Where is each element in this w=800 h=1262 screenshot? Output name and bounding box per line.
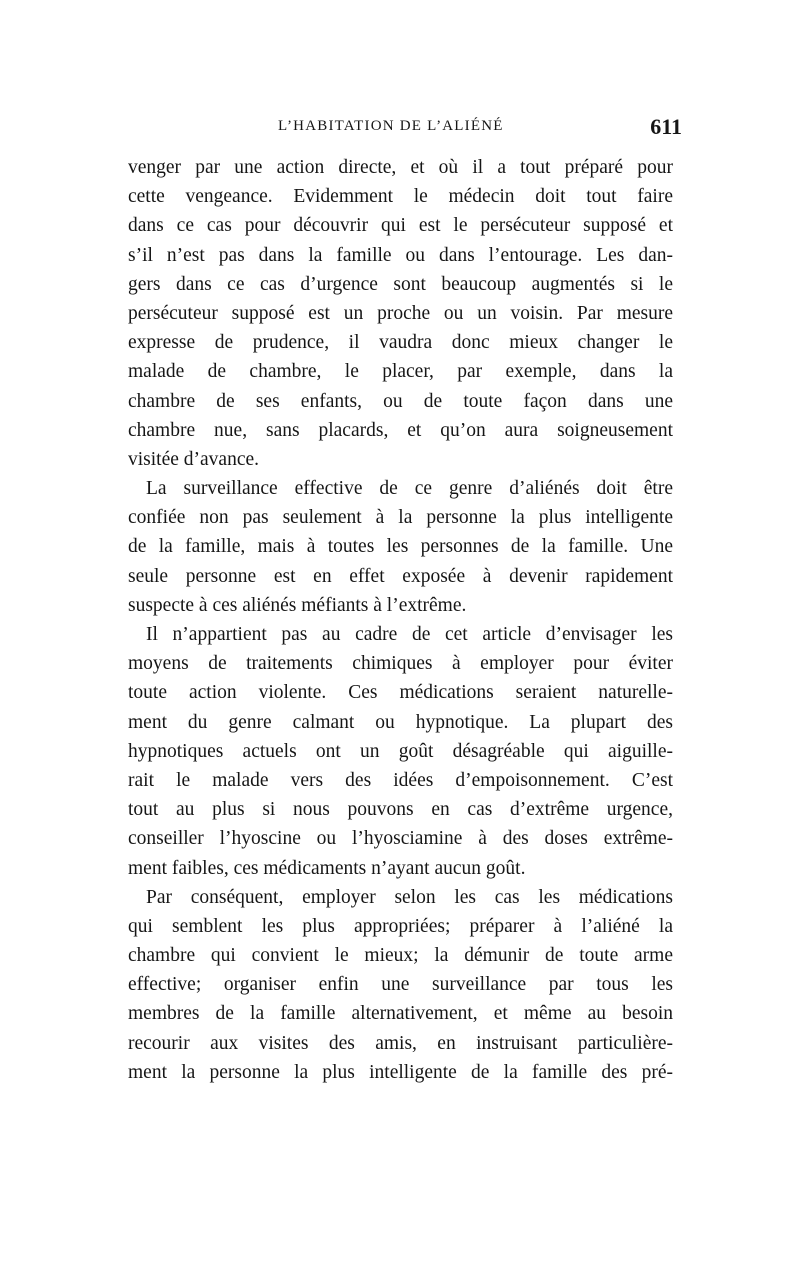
text-line: effective; organiser enfin une surveillance par tous les [128,974,673,996]
running-title: L’HABITATION DE L’ALIÉNÉ [278,118,504,134]
text-line: confiée non pas seulement à la personne la plus intelligente [128,507,673,529]
running-head [128,114,682,142]
text-line: rait le malade vers des idées d’empoisonnement. C’est [128,769,673,791]
text-line: tout au plus si nous pouvons en cas d’extrême urgence, [128,799,673,821]
text-line: Par conséquent, employer selon les cas les médications [146,886,673,908]
text-line: gers dans ce cas d’urgence sont beaucoup augmentés si le [128,273,673,295]
text-line: toute action violente. Ces médications seraient naturelle- [128,682,673,704]
text-line: recourir aux visites des amis, en instruisant particulière- [128,1032,673,1054]
text-line: chambre qui convient le mieux; la démunir de toute arme [128,945,673,967]
text-line: conseiller l’hyoscine ou l’hyosciamine à des doses extrême- [128,828,673,850]
text-line: s’il n’est pas dans la famille ou dans l’entourage. Les dan- [128,244,673,266]
text-line: Il n’appartient pas au cadre de cet article d’envisager les [146,624,673,645]
text-line: visitée d’avance. [128,448,260,470]
text-line: de la famille, mais à toutes les personnes de la famille. Une [128,536,673,558]
text-line: La surveillance effective de ce genre d’aliénés doit être [146,478,673,500]
text-line: persécuteur supposé est un proche ou un voisin. Par mesure [128,302,673,324]
text-line: moyens de traitements chimiques à employer pour éviter [128,653,673,675]
text-line: ment du genre calmant ou hypnotique. La plupart des [128,711,673,733]
text-line: ment faibles, ces médicaments n’ayant aucun goût. [128,857,526,879]
text-line: suspecte à ces aliénés méfiants à l’extrême. [128,594,467,616]
text-line: ment la personne la plus intelligente de la famille des pré- [128,1061,673,1083]
text-line: chambre de ses enfants, ou de toute façon dans une [128,390,673,412]
text-line: dans ce cas pour découvrir qui est le persécuteur supposé et [128,215,673,237]
page-number: 611 [650,114,682,139]
text-line: qui semblent les plus appropriées; préparer à l’aliéné la [128,915,673,937]
text-line: hypnotiques actuels ont un goût désagréable qui aiguille- [128,740,673,762]
text-line: cette vengeance. Evidemment le médecin doit tout faire [128,186,673,208]
text-line: membres de la famille alternativement, et même au besoin [128,1003,673,1025]
text-line: seule personne est en effet exposée à devenir rapidement [128,565,673,587]
text-line: chambre nue, sans placards, et qu’on aura soigneusement [128,419,673,441]
text-line: expresse de prudence, il vaudra donc mieux changer le [128,332,673,354]
text-line: malade de chambre, le placer, par exemple, dans la [128,361,673,383]
text-line: venger par une action directe, et où il a tout préparé pour [128,157,673,178]
body-text [128,153,673,1087]
